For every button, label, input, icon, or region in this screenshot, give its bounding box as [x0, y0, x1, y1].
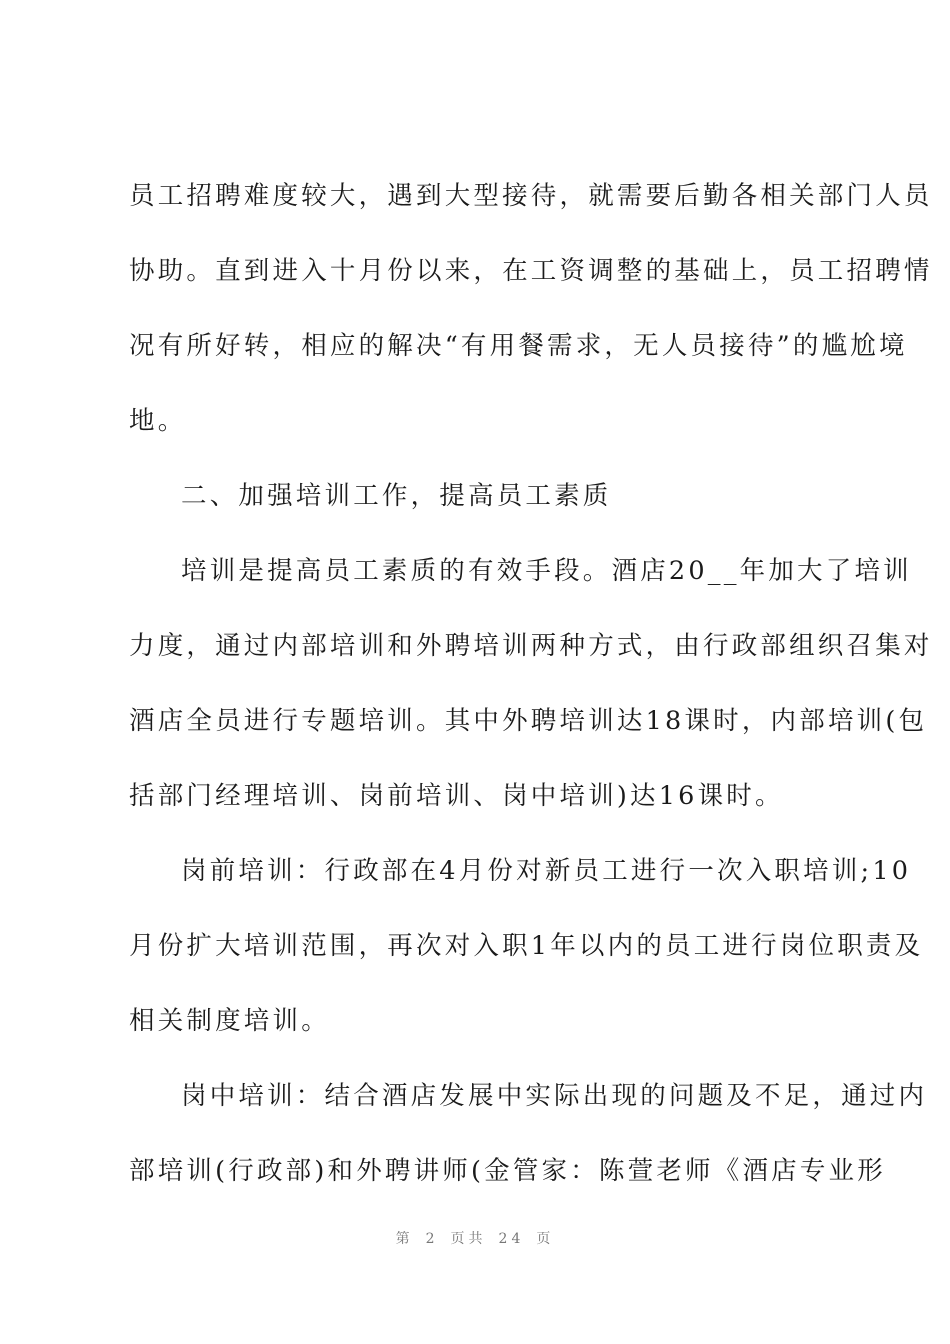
paragraph-on-job-training [129, 1068, 928, 1199]
footer-suffix: 页 [536, 1231, 555, 1247]
paragraph-pre-job-training [129, 843, 924, 1049]
text-line: 岗中培训：结合酒店发展中实际出现的问题及不足，通过内 [181, 1081, 928, 1111]
text-line: 括部门经理培训、岗前培训、岗中培训)达16课时。 [129, 781, 784, 811]
text-line: 岗前培训：行政部在4月份对新员工进行一次入职培训;10 [181, 856, 912, 886]
paragraph-recruitment [129, 168, 933, 449]
text-line: 部培训(行政部)和外聘讲师(金管家：陈萱老师《酒店专业形 [129, 1156, 886, 1186]
footer-middle: 页共 [450, 1231, 487, 1247]
footer-total-pages: 24 [498, 1231, 525, 1247]
paragraph-training-overview [129, 543, 933, 824]
page-footer [0, 1228, 950, 1248]
section-heading-training [129, 468, 843, 524]
text-line: 况有所好转，相应的解决“有用餐需求，无人员接待”的尴尬境 [129, 331, 908, 361]
text-line: 员工招聘难度较大，遇到大型接待，就需要后勤各相关部门人员 [129, 181, 933, 211]
text-line: 地。 [129, 406, 187, 436]
text-line: 月份扩大培训范围，再次对入职1年以内的员工进行岗位职责及 [129, 931, 924, 961]
text-line: 相关制度培训。 [129, 1006, 330, 1036]
footer-page-number: 2 [425, 1231, 439, 1247]
text-line: 培训是提高员工素质的有效手段。酒店20__年加大了培训 [181, 556, 912, 586]
text-line: 协助。直到进入十月份以来，在工资调整的基础上，员工招聘情 [129, 256, 933, 286]
text-line: 力度，通过内部培训和外聘培训两种方式，由行政部组织召集对 [129, 631, 933, 661]
text-line: 酒店全员进行专题培训。其中外聘培训达18课时，内部培训(包 [129, 706, 928, 736]
section-heading-text: 二、加强培训工作，提高员工素质 [181, 481, 612, 511]
document-body [129, 168, 933, 1218]
footer-prefix: 第 [395, 1231, 414, 1247]
